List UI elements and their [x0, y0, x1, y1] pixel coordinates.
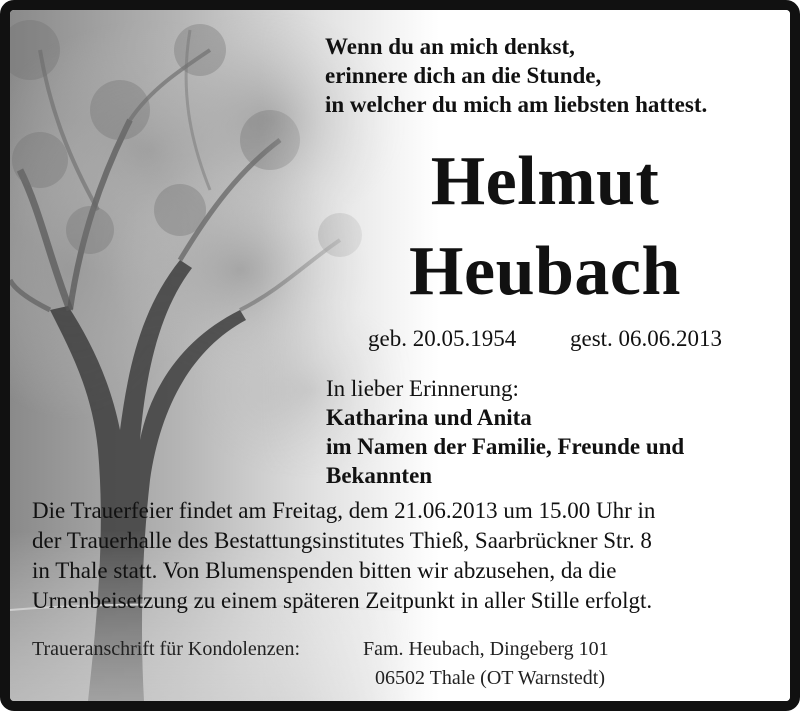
mourner-line: Bekannten [326, 463, 433, 488]
deceased-last-name: Heubach [409, 233, 681, 310]
remembrance-block [326, 374, 684, 490]
funeral-details [32, 496, 655, 616]
funeral-line: in Thale statt. Von Blumenspenden bitten wir abzusehen, da die [32, 558, 617, 583]
verse-line: in welcher du mich am liebsten hattest. [325, 92, 708, 117]
remembrance-intro: In lieber Erinnerung: [326, 376, 519, 401]
mourner-line: Katharina und Anita [326, 405, 532, 430]
address-line: Fam. Heubach, Dingeberg 101 [363, 638, 609, 660]
condolence-label: Traueranschrift für Kondolenzen: [32, 638, 301, 660]
deceased-first-name: Helmut [430, 143, 660, 220]
funeral-line: Urnenbeisetzung zu einem späteren Zeitpunkt in aller Stille erfolgt. [32, 588, 653, 613]
mourner-line: im Namen der Familie, Freunde und [326, 434, 685, 459]
verse-line: Wenn du an mich denkst, [325, 34, 575, 59]
address-line: 06502 Thale (OT Warnstedt) [375, 667, 606, 689]
death-date: gest. 06.06.2013 [570, 326, 723, 351]
memorial-verse [325, 32, 707, 119]
funeral-line: Die Trauerfeier findet am Freitag, dem 21.06.2013 um 15.00 Uhr in [32, 498, 656, 523]
funeral-line: der Trauerhalle des Bestattungsinstitutes Thieß, Saarbrückner Str. 8 [32, 528, 652, 553]
birth-date: geb. 20.05.1954 [368, 326, 517, 351]
verse-line: erinnere dich an die Stunde, [325, 63, 602, 88]
condolence-address [363, 635, 609, 693]
